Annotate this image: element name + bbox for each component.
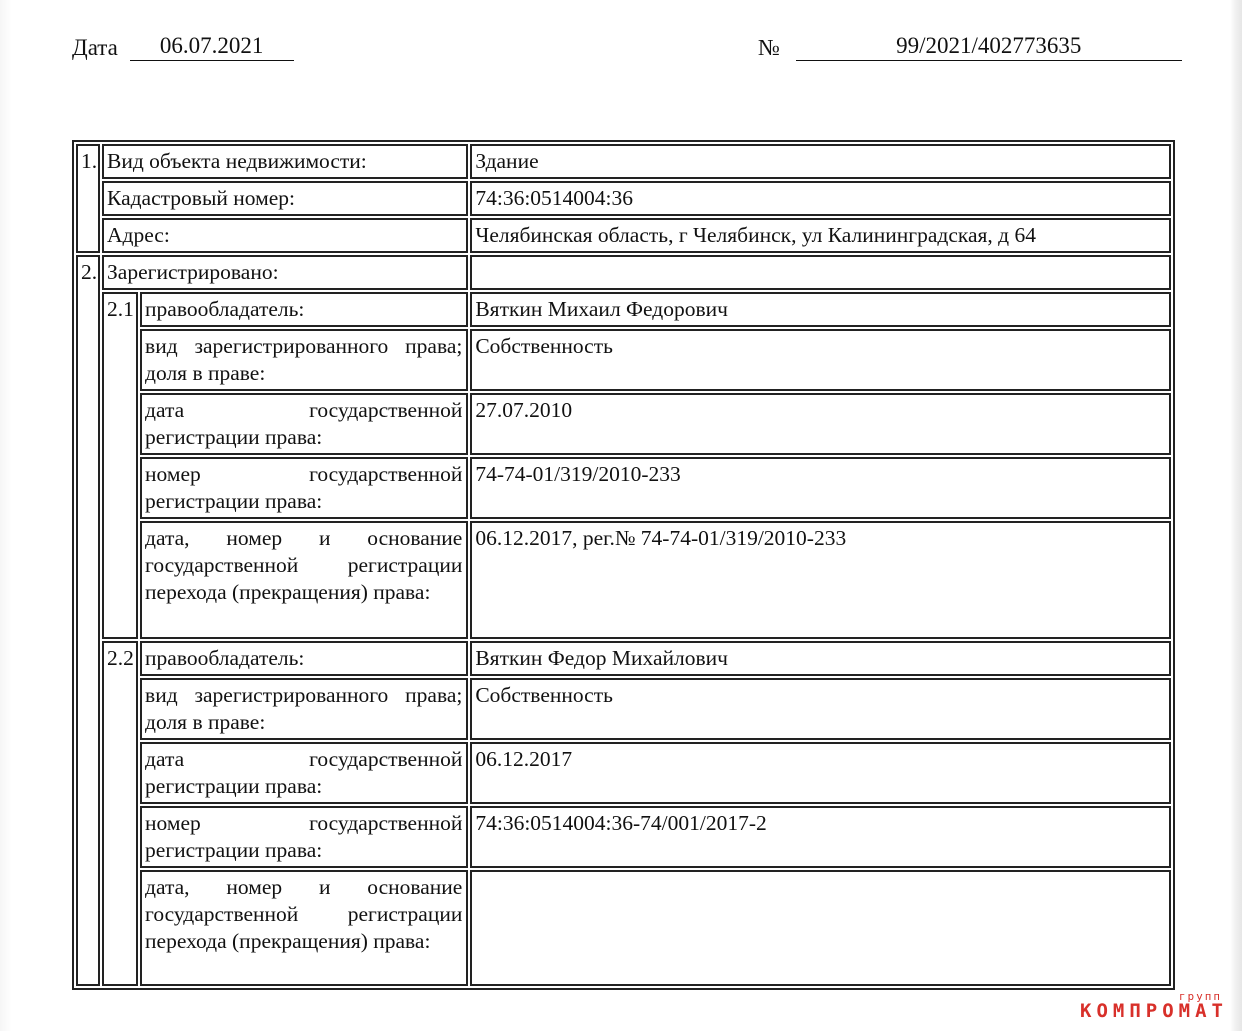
table-row xyxy=(76,678,1171,740)
holder1-reg-date-value: 27.07.2010 xyxy=(470,393,1171,455)
object-type-label: Вид объекта недвижимости: xyxy=(102,144,468,179)
watermark-logo xyxy=(1080,991,1228,1021)
document-date xyxy=(72,32,294,61)
registry-table xyxy=(72,140,1175,990)
table-row xyxy=(76,144,1171,179)
table-row xyxy=(76,181,1171,216)
holder2-reg-date-value: 06.12.2017 xyxy=(470,742,1171,804)
holder1-reg-date-label: дата государственной регистрации права: xyxy=(140,393,468,455)
holder1-right-type-label: вид зарегистрированного права; доля в праве: xyxy=(140,329,468,391)
registered-value xyxy=(470,255,1171,290)
table-row xyxy=(76,806,1171,868)
table-row xyxy=(76,218,1171,253)
table-row xyxy=(76,393,1171,455)
holder1-right-type-value: Собственность xyxy=(470,329,1171,391)
page-left-edge xyxy=(0,0,12,1031)
holder2-owner-label: правообладатель: xyxy=(140,641,468,676)
address-value: Челябинская область, г Челябинск, ул Калининградская, д 64 xyxy=(470,218,1171,253)
holder2-reg-number-value: 74:36:0514004:36-74/001/2017-2 xyxy=(470,806,1171,868)
holder2-transfer-label: дата, номер и основание государственной регистрации перехода (прекращения) права: xyxy=(140,870,468,986)
holder1-transfer-label: дата, номер и основание государственной регистрации перехода (прекращения) права: xyxy=(140,521,468,639)
holder2-right-type-label: вид зарегистрированного права; доля в праве: xyxy=(140,678,468,740)
section2-number: 2. xyxy=(76,255,100,986)
number-label: № xyxy=(758,35,780,60)
watermark-top-text: групп xyxy=(1178,990,1222,1003)
holder1-number: 2.1 xyxy=(102,292,138,639)
table-row xyxy=(76,457,1171,519)
table-row xyxy=(76,521,1171,639)
table-row xyxy=(76,292,1171,327)
holder1-owner-value: Вяткин Михаил Федорович xyxy=(470,292,1171,327)
holder1-transfer-value: 06.12.2017, рег.№ 74-74-01/319/2010-233 xyxy=(470,521,1171,639)
table-row xyxy=(76,255,1171,290)
holder2-right-type-value: Собственность xyxy=(470,678,1171,740)
date-value: 06.07.2021 xyxy=(130,32,294,61)
table-row xyxy=(76,329,1171,391)
holder1-reg-number-value: 74-74-01/319/2010-233 xyxy=(470,457,1171,519)
holder2-owner-value: Вяткин Федор Михайлович xyxy=(470,641,1171,676)
holder1-owner-label: правообладатель: xyxy=(140,292,468,327)
page-right-edge xyxy=(1230,0,1242,1031)
holder2-reg-number-label: номер государственной регистрации права: xyxy=(140,806,468,868)
address-label: Адрес: xyxy=(102,218,468,253)
date-label: Дата xyxy=(72,35,118,60)
table-row xyxy=(76,870,1171,986)
holder2-reg-date-label: дата государственной регистрации права: xyxy=(140,742,468,804)
holder1-reg-number-label: номер государственной регистрации права: xyxy=(140,457,468,519)
cadastral-value: 74:36:0514004:36 xyxy=(470,181,1171,216)
registered-label: Зарегистрировано: xyxy=(102,255,468,290)
holder2-transfer-value xyxy=(470,870,1171,986)
document-number xyxy=(758,32,1182,61)
watermark-main-text: КОМПРОМАТ xyxy=(1080,1000,1228,1022)
table-row xyxy=(76,742,1171,804)
cadastral-label: Кадастровый номер: xyxy=(102,181,468,216)
object-type-value: Здание xyxy=(470,144,1171,179)
number-value: 99/2021/402773635 xyxy=(796,32,1182,61)
holder2-number: 2.2 xyxy=(102,641,138,986)
section1-number: 1. xyxy=(76,144,100,253)
table-row xyxy=(76,641,1171,676)
